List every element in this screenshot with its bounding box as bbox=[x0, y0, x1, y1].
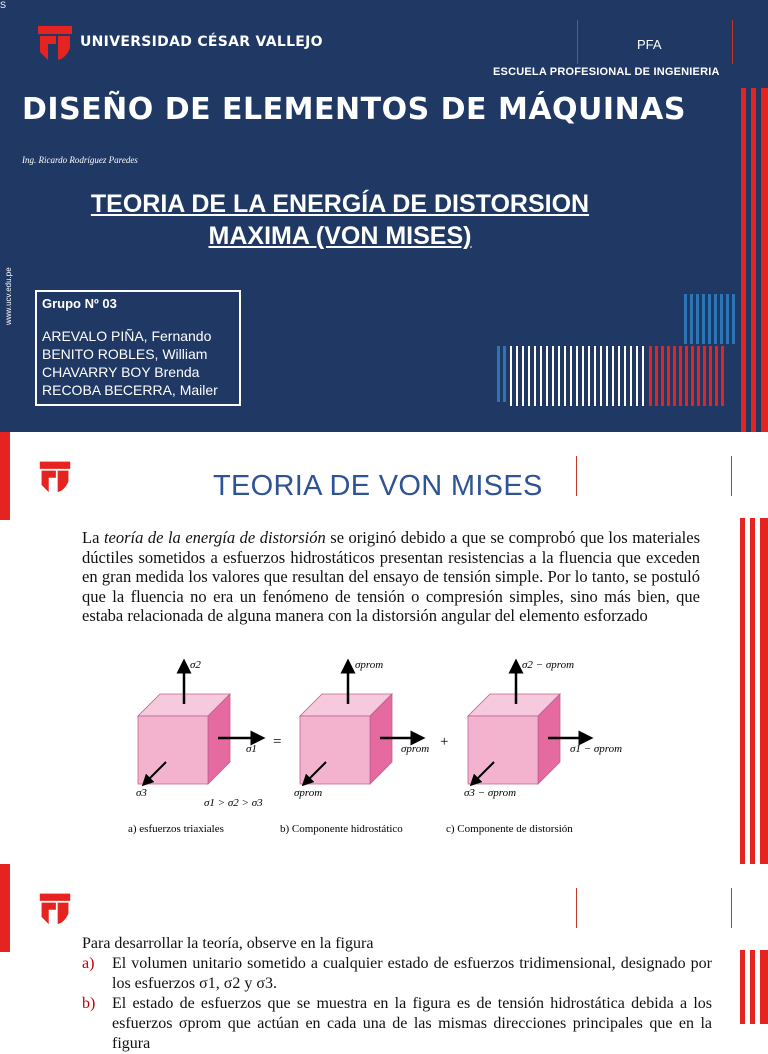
development-slide bbox=[0, 864, 768, 1052]
divider bbox=[576, 456, 577, 496]
para-start: La bbox=[82, 528, 104, 547]
topic-line-2: MAXIMA (VON MISES) bbox=[208, 222, 472, 250]
ucv-logo-icon bbox=[38, 890, 72, 926]
slide-title: TEORIA DE VON MISES bbox=[213, 470, 543, 502]
divider bbox=[731, 888, 732, 928]
cube-c-caption: c) Componente de distorsión bbox=[446, 823, 573, 835]
group-member: AREVALO PIÑA, Fernando bbox=[42, 328, 212, 344]
pfa-label: PFA bbox=[637, 37, 662, 52]
cube-b-top-label: σprom bbox=[355, 659, 384, 671]
cube-a-right-label: σ1 bbox=[246, 743, 257, 755]
cube-b-caption: b) Componente hidrostático bbox=[280, 823, 403, 835]
decorative-stripes bbox=[0, 0, 768, 432]
cube-a-relation: σ1 > σ2 > σ3 bbox=[204, 797, 263, 809]
university-name: UNIVERSIDAD CÉSAR VALLEJO bbox=[80, 34, 323, 50]
von-mises-slide bbox=[0, 432, 768, 864]
list-marker: b) bbox=[82, 995, 96, 1012]
para-rest: se originó debido a que se comprobó que los materiales dúctiles sometidos a esfuerzos hidrostáticos presentan resistencias a la fluencia que exceden en gran medida los valores que resultan del ensayo de tensión simple. Por lo tanto, se postuló que la fluencia no era un fenómeno de tensión o compresión simples, sino más bien, que estaba relacionada de alguna manera con la distorsión angular del elemento esforzado bbox=[82, 528, 700, 625]
list-item bbox=[82, 994, 712, 1054]
list-text: El estado de esfuerzos que se muestra en la figura es de tensión hidrostática debida a los esfuerzos σprom que actúan en cada una de las mismas direcciones principales que en la figura bbox=[112, 995, 712, 1052]
list-marker: a) bbox=[82, 955, 95, 972]
topic-line-1: TEORIA DE LA ENERGÍA DE DISTORSION bbox=[90, 190, 590, 218]
cube-c-diag-label: σ3 − σprom bbox=[464, 787, 517, 799]
corner-text: S bbox=[0, 0, 7, 10]
stress-components-figure bbox=[118, 654, 628, 844]
course-title: DISEÑO DE ELEMENTOS DE MÁQUINAS bbox=[22, 92, 687, 127]
development-text bbox=[82, 934, 712, 1054]
equals-sign: = bbox=[273, 734, 282, 750]
cube-b-diag-label: σprom bbox=[294, 787, 323, 799]
group-member: BENITO ROBLES, William bbox=[42, 346, 208, 362]
group-title: Grupo Nº 03 bbox=[42, 296, 117, 311]
white-stripes bbox=[510, 346, 644, 406]
plus-sign: + bbox=[440, 734, 449, 750]
cube-c-top-label: σ2 − σprom bbox=[522, 659, 575, 671]
title-slide bbox=[0, 0, 768, 432]
cube-triaxial bbox=[128, 659, 263, 835]
group-member: RECOBA BECERRA, Mailer bbox=[42, 382, 218, 398]
theory-paragraph bbox=[82, 528, 700, 626]
list-item bbox=[82, 954, 712, 994]
teacher-name: Ing. Ricardo Rodríguez Paredes bbox=[22, 155, 138, 165]
cube-b-right-label: σprom bbox=[401, 743, 430, 755]
right-red-stripes bbox=[741, 88, 768, 432]
ucv-logo-icon bbox=[38, 458, 72, 494]
list-text: El volumen unitario sometido a cualquier estado de esfuerzos tridimensional, designado por los esfuerzos σ1, σ2 y σ3. bbox=[112, 955, 712, 992]
right-red-stripes bbox=[736, 518, 768, 864]
cube-a-diag-label: σ3 bbox=[136, 787, 147, 799]
divider bbox=[731, 456, 732, 496]
right-red-stripes bbox=[736, 950, 768, 1024]
cube-a-caption: a) esfuerzos triaxiales bbox=[128, 823, 224, 835]
cube-c-right-label: σ1 − σprom bbox=[570, 743, 623, 755]
para-italic: teoría de la energía de distorsión bbox=[103, 528, 326, 547]
website-vertical: www.ucv.edu.pe bbox=[4, 267, 13, 325]
cube-distortion bbox=[446, 659, 622, 835]
left-accent-bar bbox=[0, 864, 10, 952]
school-name: ESCUELA PROFESIONAL DE INGENIERIA bbox=[493, 66, 720, 78]
red-mid-stripes bbox=[649, 346, 724, 406]
cube-a-top-label: σ2 bbox=[190, 659, 201, 671]
left-accent-bar bbox=[0, 432, 10, 520]
divider bbox=[576, 888, 577, 928]
intro-line: Para desarrollar la teoría, observe en la figura bbox=[82, 935, 374, 952]
group-member: CHAVARRY BOY Brenda bbox=[42, 364, 200, 380]
cube-hydrostatic bbox=[280, 659, 429, 835]
